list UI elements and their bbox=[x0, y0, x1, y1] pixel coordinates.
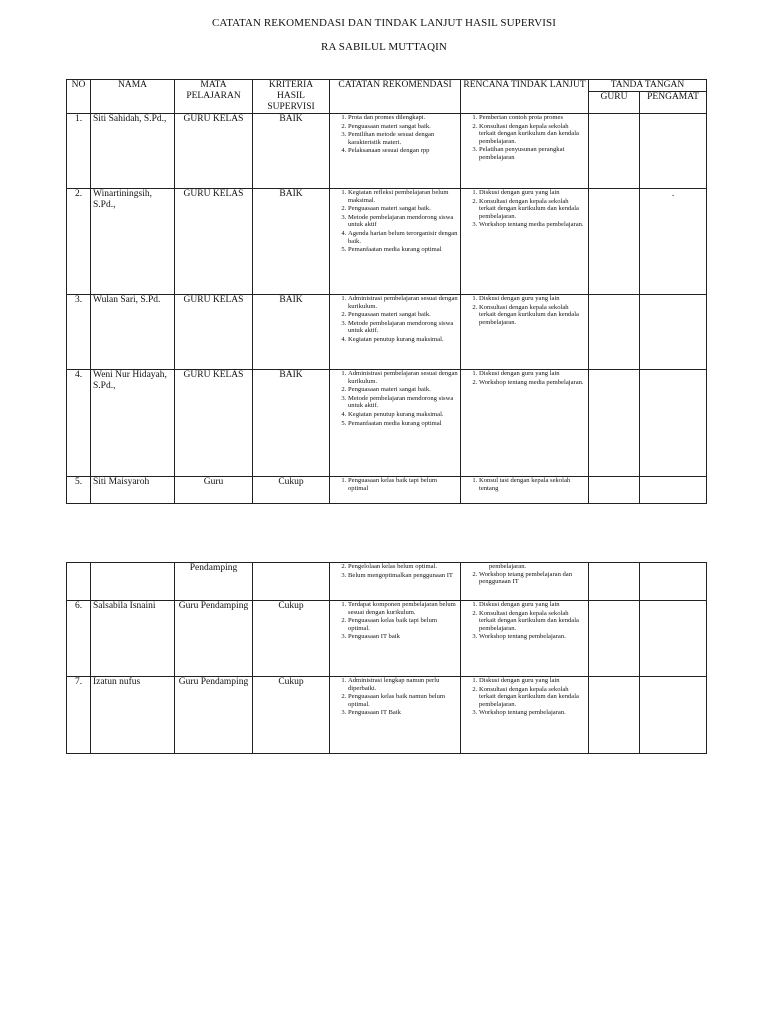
cell-kriteria bbox=[253, 563, 330, 601]
cell-rencana bbox=[461, 114, 589, 189]
header-no: NO bbox=[67, 80, 91, 114]
cell-pengamat-signature bbox=[640, 295, 707, 370]
cell-mata-pelajaran: Guru Pendamping bbox=[175, 601, 253, 677]
list-item: 3. Metode pembelajaran mendorong siswa untuk aktif bbox=[348, 214, 458, 229]
cell-guru-signature bbox=[589, 295, 640, 370]
cell-no: 2. bbox=[67, 189, 91, 295]
list-item: 5. Pemanfaatan media kurang optimal bbox=[348, 246, 458, 254]
cell-catatan bbox=[330, 114, 461, 189]
cell-kriteria: BAIK bbox=[253, 189, 330, 295]
list-item: 2. Konsultasi dengan kepala sekolah terkait dengan kurikulum dan kendala pembelajaran. bbox=[479, 123, 586, 146]
cell-no: 6. bbox=[67, 601, 91, 677]
cell-nama: Weni Nur Hidayah, S.Pd., bbox=[91, 370, 175, 477]
numbered-list bbox=[332, 563, 458, 579]
header-nama: NAMA bbox=[91, 80, 175, 114]
numbered-list bbox=[332, 677, 458, 717]
header-guru: GURU bbox=[589, 92, 640, 114]
numbered-list bbox=[463, 189, 586, 229]
numbered-list bbox=[463, 295, 586, 326]
cell-kriteria: BAIK bbox=[253, 114, 330, 189]
list-item: 1. Diskusi dengan guru yang lain bbox=[479, 295, 586, 303]
cell-catatan bbox=[330, 370, 461, 477]
list-item: 3. Workshop tentang pembelajaran. bbox=[479, 633, 586, 641]
list-item: 1. Prota dan promes dilengkapi. bbox=[348, 114, 458, 122]
cell-no: 7. bbox=[67, 677, 91, 754]
document-subtitle: RA SABILUL MUTTAQIN bbox=[321, 41, 447, 53]
cell-pengamat-signature bbox=[640, 563, 707, 601]
header-tanda-tangan: TANDA TANGAN bbox=[589, 80, 707, 92]
supervision-table-page-2 bbox=[66, 562, 707, 754]
list-item: 1. Pemberian contoh prota promes bbox=[479, 114, 586, 122]
cell-catatan bbox=[330, 677, 461, 754]
cell-rencana bbox=[461, 563, 589, 601]
cell-catatan bbox=[330, 563, 461, 601]
list-item: 2. Konsultasi dengan kepala sekolah terkait dengan kurikulum dan kendala pembelajaran. bbox=[479, 198, 586, 221]
cell-catatan bbox=[330, 295, 461, 370]
list-item: 1. Penguasaan kelas baik tapi belum optimal bbox=[348, 477, 458, 492]
header-rencana: RENCANA TINDAK LANJUT bbox=[461, 80, 589, 114]
list-item: 3. Workshop tentang pembelajaran. bbox=[479, 709, 586, 717]
cell-mata-pelajaran: Pendamping bbox=[175, 563, 253, 601]
table-row bbox=[67, 601, 707, 677]
list-item: 3. Penguasaan IT Baik bbox=[348, 709, 458, 717]
list-item: 4. Kegiatan penutup kurang maksimal. bbox=[348, 336, 458, 344]
list-item: 3. Metode pembelajaran mendorong siswa untuk aktif. bbox=[348, 320, 458, 335]
numbered-list bbox=[463, 601, 586, 641]
cell-no bbox=[67, 563, 91, 601]
list-item: 1. Diskusi dengan guru yang lain bbox=[479, 189, 586, 197]
cell-guru-signature bbox=[589, 601, 640, 677]
cell-kriteria: Cukup bbox=[253, 677, 330, 754]
cell-mata-pelajaran: GURU KELAS bbox=[175, 295, 253, 370]
header-mata-pelajaran: MATA PELAJARAN bbox=[175, 80, 253, 114]
cell-pengamat-signature bbox=[640, 601, 707, 677]
cell-pengamat-signature bbox=[640, 114, 707, 189]
numbered-list bbox=[332, 477, 458, 492]
cell-catatan bbox=[330, 477, 461, 504]
numbered-list bbox=[332, 114, 458, 155]
header-kriteria: KRITERIA HASIL SUPERVISI bbox=[253, 80, 330, 114]
cell-kriteria: Cukup bbox=[253, 601, 330, 677]
cell-nama: Salsabila Isnaini bbox=[91, 601, 175, 677]
cell-rencana bbox=[461, 189, 589, 295]
list-item: 3. Pelatihan penyusunan perangkat pembelajaran bbox=[479, 146, 586, 161]
cell-mata-pelajaran: Guru Pendamping bbox=[175, 677, 253, 754]
table-row bbox=[67, 114, 707, 189]
cell-nama: Wulan Sari, S.Pd. bbox=[91, 295, 175, 370]
table-row bbox=[67, 370, 707, 477]
numbered-list bbox=[463, 677, 586, 717]
cell-kriteria: BAIK bbox=[253, 370, 330, 477]
list-item: 1. Administrasi pembelajaran sesuai dengan kurikulum. bbox=[348, 370, 458, 385]
list-item: 3. Metode pembelajaran mendorong siswa untuk aktif. bbox=[348, 395, 458, 410]
numbered-list bbox=[463, 571, 586, 586]
list-item: 4. Kegiatan penutup kurang maksimal. bbox=[348, 411, 458, 419]
list-item: 2. Penguasaan kelas baik namun belum optimal. bbox=[348, 693, 458, 708]
numbered-list bbox=[463, 477, 586, 492]
list-item: 2. Konsultasi dengan kepala sekolah terkait dengan kurikulum dan kendala pembelajaran. bbox=[479, 304, 586, 327]
cell-rencana bbox=[461, 295, 589, 370]
list-item: 1. Diskusi dengan guru yang lain bbox=[479, 677, 586, 685]
list-item: 2. Workshop tentang media pembelajaran. bbox=[479, 379, 586, 387]
table-row bbox=[67, 677, 707, 754]
cell-nama: Winartiningsih, S.Pd., bbox=[91, 189, 175, 295]
cell-catatan bbox=[330, 601, 461, 677]
cell-mata-pelajaran: GURU KELAS bbox=[175, 114, 253, 189]
list-item: 3. Workshop tentang media pembelajaran. bbox=[479, 221, 586, 229]
cell-rencana bbox=[461, 477, 589, 504]
cell-guru-signature bbox=[589, 563, 640, 601]
numbered-list bbox=[332, 370, 458, 427]
list-item: 5. Pemanfaatan media kurang optimal bbox=[348, 420, 458, 428]
cell-no: 1. bbox=[67, 114, 91, 189]
list-item: 2. Penguasaan materi sangat baik. bbox=[348, 311, 458, 319]
header-pengamat: PENGAMAT bbox=[640, 92, 707, 114]
cell-rencana bbox=[461, 601, 589, 677]
list-item: 2. Penguasaan kelas baik tapi belum optimal. bbox=[348, 617, 458, 632]
list-item: 1. Kegiatan refleksi pembelajaran belum maksimal. bbox=[348, 189, 458, 204]
cell-kriteria: Cukup bbox=[253, 477, 330, 504]
cell-mata-pelajaran: Guru bbox=[175, 477, 253, 504]
supervision-table-page-1 bbox=[66, 79, 707, 504]
cell-mata-pelajaran: GURU KELAS bbox=[175, 370, 253, 477]
numbered-list bbox=[463, 114, 586, 162]
list-item: 4. Agenda harian belum terorganisir dengan baik. bbox=[348, 230, 458, 245]
numbered-list bbox=[332, 189, 458, 254]
list-item: 3. Penguasaan IT baik bbox=[348, 633, 458, 641]
cell-nama: Siti Sahidah, S.Pd., bbox=[91, 114, 175, 189]
cell-mata-pelajaran: GURU KELAS bbox=[175, 189, 253, 295]
cell-kriteria: BAIK bbox=[253, 295, 330, 370]
numbered-list bbox=[332, 295, 458, 344]
cell-rencana bbox=[461, 370, 589, 477]
list-item: 3. Belum mengoptimalkan penggunaan IT bbox=[348, 572, 458, 580]
cell-nama: Izatun nufus bbox=[91, 677, 175, 754]
cell-no: 5. bbox=[67, 477, 91, 504]
cell-pengamat-signature bbox=[640, 677, 707, 754]
list-item: 2. Penguasaan materi sangat baik. bbox=[348, 205, 458, 213]
list-item: 1. Terdapat komponen pembelajaran belum sesuai dengan kurikulum. bbox=[348, 601, 458, 616]
cell-nama bbox=[91, 563, 175, 601]
list-item: 4. Pelaksanaan sesuai dengan rpp bbox=[348, 147, 458, 155]
cell-rencana bbox=[461, 677, 589, 754]
list-item: 2. Konsultasi dengan kepala sekolah terkait dengan kurikulum dan kendala pembelajaran. bbox=[479, 686, 586, 709]
list-item: 1. Administrasi pembelajaran sesuai dengan kurikulum. bbox=[348, 295, 458, 310]
list-item: 2. Pengelolaan kelas belum optimal. bbox=[348, 563, 458, 571]
cell-nama: Siti Maisyaroh bbox=[91, 477, 175, 504]
cell-pengamat-signature: . bbox=[640, 189, 707, 295]
cell-pengamat-signature bbox=[640, 477, 707, 504]
list-item: 2. Workshop tetang pembelajaran dan penggunaan IT bbox=[479, 571, 586, 586]
list-item: 1. Administrasi lengkap namun perlu diperbaiki. bbox=[348, 677, 458, 692]
list-item: 1. Diskusi dengan guru yang lain bbox=[479, 370, 586, 378]
header-catatan: CATATAN REKOMENDASI bbox=[330, 80, 461, 114]
cell-guru-signature bbox=[589, 677, 640, 754]
table-row bbox=[67, 189, 707, 295]
list-item: 2. Penguasaan materi sangat baik. bbox=[348, 386, 458, 394]
cell-guru-signature bbox=[589, 189, 640, 295]
table-row bbox=[67, 295, 707, 370]
rencana-continuation: pembelajaran. bbox=[489, 563, 527, 570]
cell-no: 3. bbox=[67, 295, 91, 370]
cell-guru-signature bbox=[589, 114, 640, 189]
document-title: CATATAN REKOMENDASI DAN TINDAK LANJUT HASIL SUPERVISI bbox=[211, 17, 557, 29]
numbered-list bbox=[332, 601, 458, 641]
cell-pengamat-signature bbox=[640, 370, 707, 477]
list-item: 3. Pemilihan metode sesuai dengan karakteristik materi. bbox=[348, 131, 458, 146]
list-item: 2. Penguasaan materi sangat baik. bbox=[348, 123, 458, 131]
list-item: 2. Konsultasi dengan kepala sekolah terkait dengan kurikulum dan kendala pembelajaran. bbox=[479, 610, 586, 633]
cell-no: 4. bbox=[67, 370, 91, 477]
cell-guru-signature bbox=[589, 370, 640, 477]
table-row bbox=[67, 563, 707, 601]
list-item: 1. Diskusi dengan guru yang lain bbox=[479, 601, 586, 609]
cell-catatan bbox=[330, 189, 461, 295]
list-item: 1. Konsul tasi dengan kepala sekolah tentang bbox=[479, 477, 586, 492]
numbered-list bbox=[463, 370, 586, 386]
table-row bbox=[67, 477, 707, 504]
cell-guru-signature bbox=[589, 477, 640, 504]
